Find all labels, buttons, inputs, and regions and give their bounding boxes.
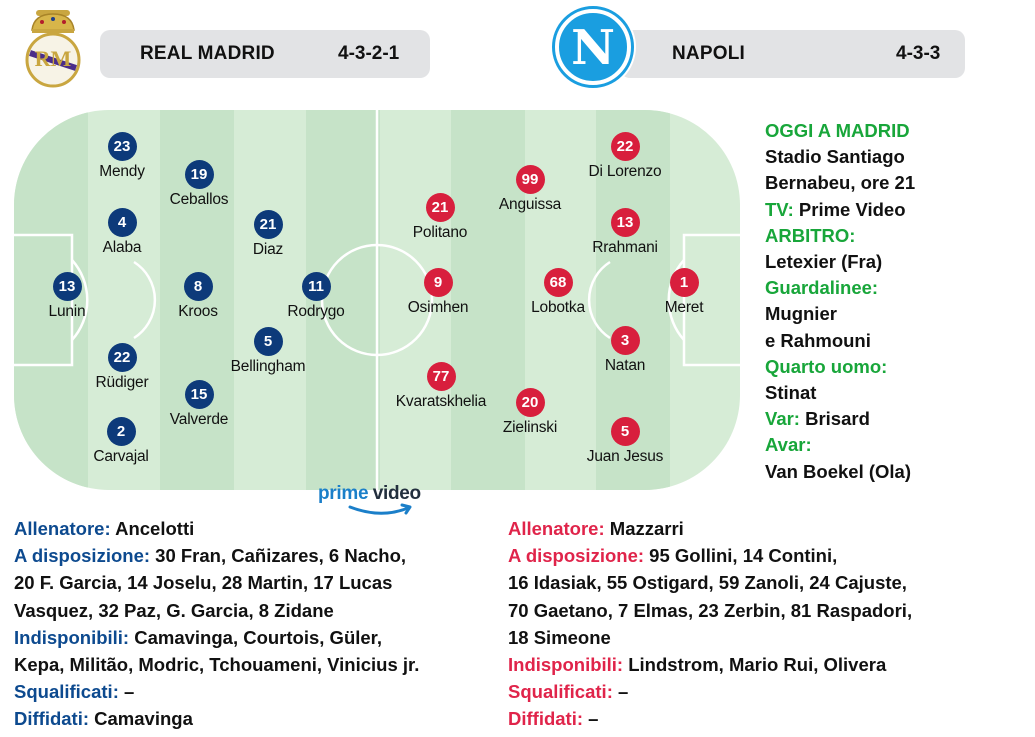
shirt-number: 5	[611, 417, 640, 446]
subs-line: 95 Gollini, 14 Contini,	[649, 545, 838, 567]
player-name: Lunin	[48, 303, 86, 320]
shirt-number: 8	[184, 272, 213, 301]
linesmen-line: Mugnier	[765, 303, 837, 325]
tv-label: TV:	[765, 198, 794, 220]
injured-label: Indisponibili:	[14, 626, 130, 648]
player-name: Alaba	[102, 239, 142, 256]
shirt-number: 13	[53, 272, 82, 301]
player-name: Di Lorenzo	[588, 163, 662, 180]
shirt-number: 23	[108, 132, 137, 161]
home-player	[251, 272, 381, 321]
referee-value: Letexier (Fra)	[765, 251, 883, 273]
player-name: Meret	[664, 299, 704, 316]
suspended-label: Squalificati:	[14, 681, 119, 703]
subs-line: 30 Fran, Cañizares, 6 Nacho,	[155, 545, 407, 567]
home-squad-details	[14, 515, 494, 733]
home-player	[133, 272, 263, 321]
player-name: Osimhen	[407, 299, 469, 316]
home-player	[57, 208, 187, 257]
player-name: Anguissa	[498, 196, 562, 213]
away-player	[560, 326, 690, 375]
shirt-number: 77	[427, 362, 456, 391]
avar-label: Avar:	[765, 434, 812, 456]
svg-text:RM: RM	[34, 46, 72, 71]
venue-line: Bernabeu, ore 21	[765, 172, 916, 194]
subs-line: 70 Gaetano, 7 Elmas, 23 Zerbin, 81 Raspadori,	[508, 599, 913, 621]
home-player	[203, 327, 333, 376]
warned-label: Diffidati:	[508, 708, 584, 730]
shirt-number: 19	[185, 160, 214, 189]
coach-value: Mazzarri	[609, 518, 684, 539]
away-player	[619, 268, 749, 317]
brand-video: video	[372, 483, 421, 504]
napoli-crest-icon	[548, 2, 638, 92]
subs-line: Vasquez, 32 Paz, G. Garcia, 8 Zidane	[14, 599, 334, 621]
home-player	[56, 417, 186, 466]
away-formation: 4-3-3	[896, 43, 941, 64]
subs-label: A disposizione:	[508, 545, 645, 567]
away-player	[560, 417, 690, 466]
venue-line: Stadio Santiago	[765, 146, 905, 168]
tv-value: Prime Video	[798, 198, 906, 220]
shirt-number: 99	[516, 165, 545, 194]
player-name: Carvajal	[93, 448, 149, 465]
svg-text:N: N	[571, 20, 615, 76]
warned-value: –	[588, 708, 599, 730]
shirt-number: 11	[302, 272, 331, 301]
away-team-name: NAPOLI	[672, 43, 745, 64]
player-name: Natan	[604, 357, 646, 374]
player-name: Ceballos	[169, 191, 229, 208]
warned-label: Diffidati:	[14, 708, 90, 730]
home-player	[2, 272, 132, 321]
shirt-number: 22	[611, 132, 640, 161]
shirt-number: 5	[254, 327, 283, 356]
shirt-number: 68	[544, 268, 573, 297]
subs-label: A disposizione:	[14, 545, 151, 567]
brand-prime: prime	[318, 483, 369, 504]
shirt-number: 22	[108, 343, 137, 372]
player-name: Valverde	[169, 411, 229, 428]
subs-line: 20 F. Garcia, 14 Joselu, 28 Martin, 17 Lucas	[14, 572, 393, 594]
player-name: Rodrygo	[287, 303, 345, 320]
injured-line: Kepa, Militão, Modric, Tchouameni, Vinicius jr.	[14, 654, 420, 676]
linesmen-line: e Rahmouni	[765, 329, 871, 351]
subs-line: 16 Idasiak, 55 Ostigard, 59 Zanoli, 24 Cajuste,	[508, 572, 907, 594]
away-player	[373, 268, 503, 317]
fourth-official-value: Stinat	[765, 382, 817, 404]
fourth-official-label: Quarto uomo:	[765, 355, 888, 377]
player-name: Bellingham	[230, 358, 306, 375]
player-name: Mendy	[99, 163, 145, 180]
where-label: OGGI A MADRID	[765, 120, 910, 141]
coach-label: Allenatore:	[14, 518, 111, 539]
away-squad-details	[508, 515, 1028, 733]
match-info	[765, 118, 1030, 485]
player-name: Diaz	[252, 241, 284, 258]
suspended-value: –	[124, 681, 135, 703]
warned-value: Camavinga	[94, 708, 193, 730]
player-name: Kvaratskhelia	[395, 393, 487, 410]
linesmen-label: Guardalinee:	[765, 277, 879, 299]
shirt-number: 21	[254, 210, 283, 239]
prime-video-logo	[318, 483, 438, 519]
player-name: Rüdiger	[95, 374, 149, 391]
coach-value: Ancelotti	[115, 518, 195, 539]
coach-label: Allenatore:	[508, 518, 605, 539]
player-name: Juan Jesus	[586, 448, 664, 465]
suspended-value: –	[618, 681, 629, 703]
suspended-label: Squalificati:	[508, 681, 613, 703]
shirt-number: 13	[611, 208, 640, 237]
away-player	[560, 208, 690, 257]
injured-value: Lindstrom, Mario Rui, Olivera	[628, 654, 887, 676]
shirt-number: 3	[611, 326, 640, 355]
home-player	[203, 210, 333, 259]
player-name: Zielinski	[502, 419, 558, 436]
player-name: Politano	[412, 224, 468, 241]
var-label: Var:	[765, 408, 800, 430]
injured-label: Indisponibili:	[508, 654, 624, 676]
away-player	[375, 193, 505, 242]
var-value: Brisard	[805, 408, 870, 430]
shirt-number: 15	[185, 380, 214, 409]
avar-value: Van Boekel (Ola)	[765, 460, 911, 482]
subs-line: 18 Simeone	[508, 626, 611, 648]
shirt-number: 21	[426, 193, 455, 222]
injured-line: Camavinga, Courtois, Güler,	[134, 626, 382, 648]
player-name: Rrahmani	[592, 239, 658, 256]
shirt-number: 20	[516, 388, 545, 417]
shirt-number: 9	[424, 268, 453, 297]
home-player	[134, 160, 264, 209]
real-madrid-crest-icon	[22, 8, 84, 94]
shirt-number: 4	[108, 208, 137, 237]
shirt-number: 2	[107, 417, 136, 446]
home-team-name: REAL MADRID	[140, 43, 275, 64]
player-name: Kroos	[178, 303, 218, 320]
player-name: Lobotka	[531, 299, 585, 316]
away-player	[493, 268, 623, 317]
shirt-number: 1	[670, 268, 699, 297]
home-formation: 4-3-2-1	[338, 43, 400, 64]
referee-label: ARBITRO:	[765, 224, 856, 246]
